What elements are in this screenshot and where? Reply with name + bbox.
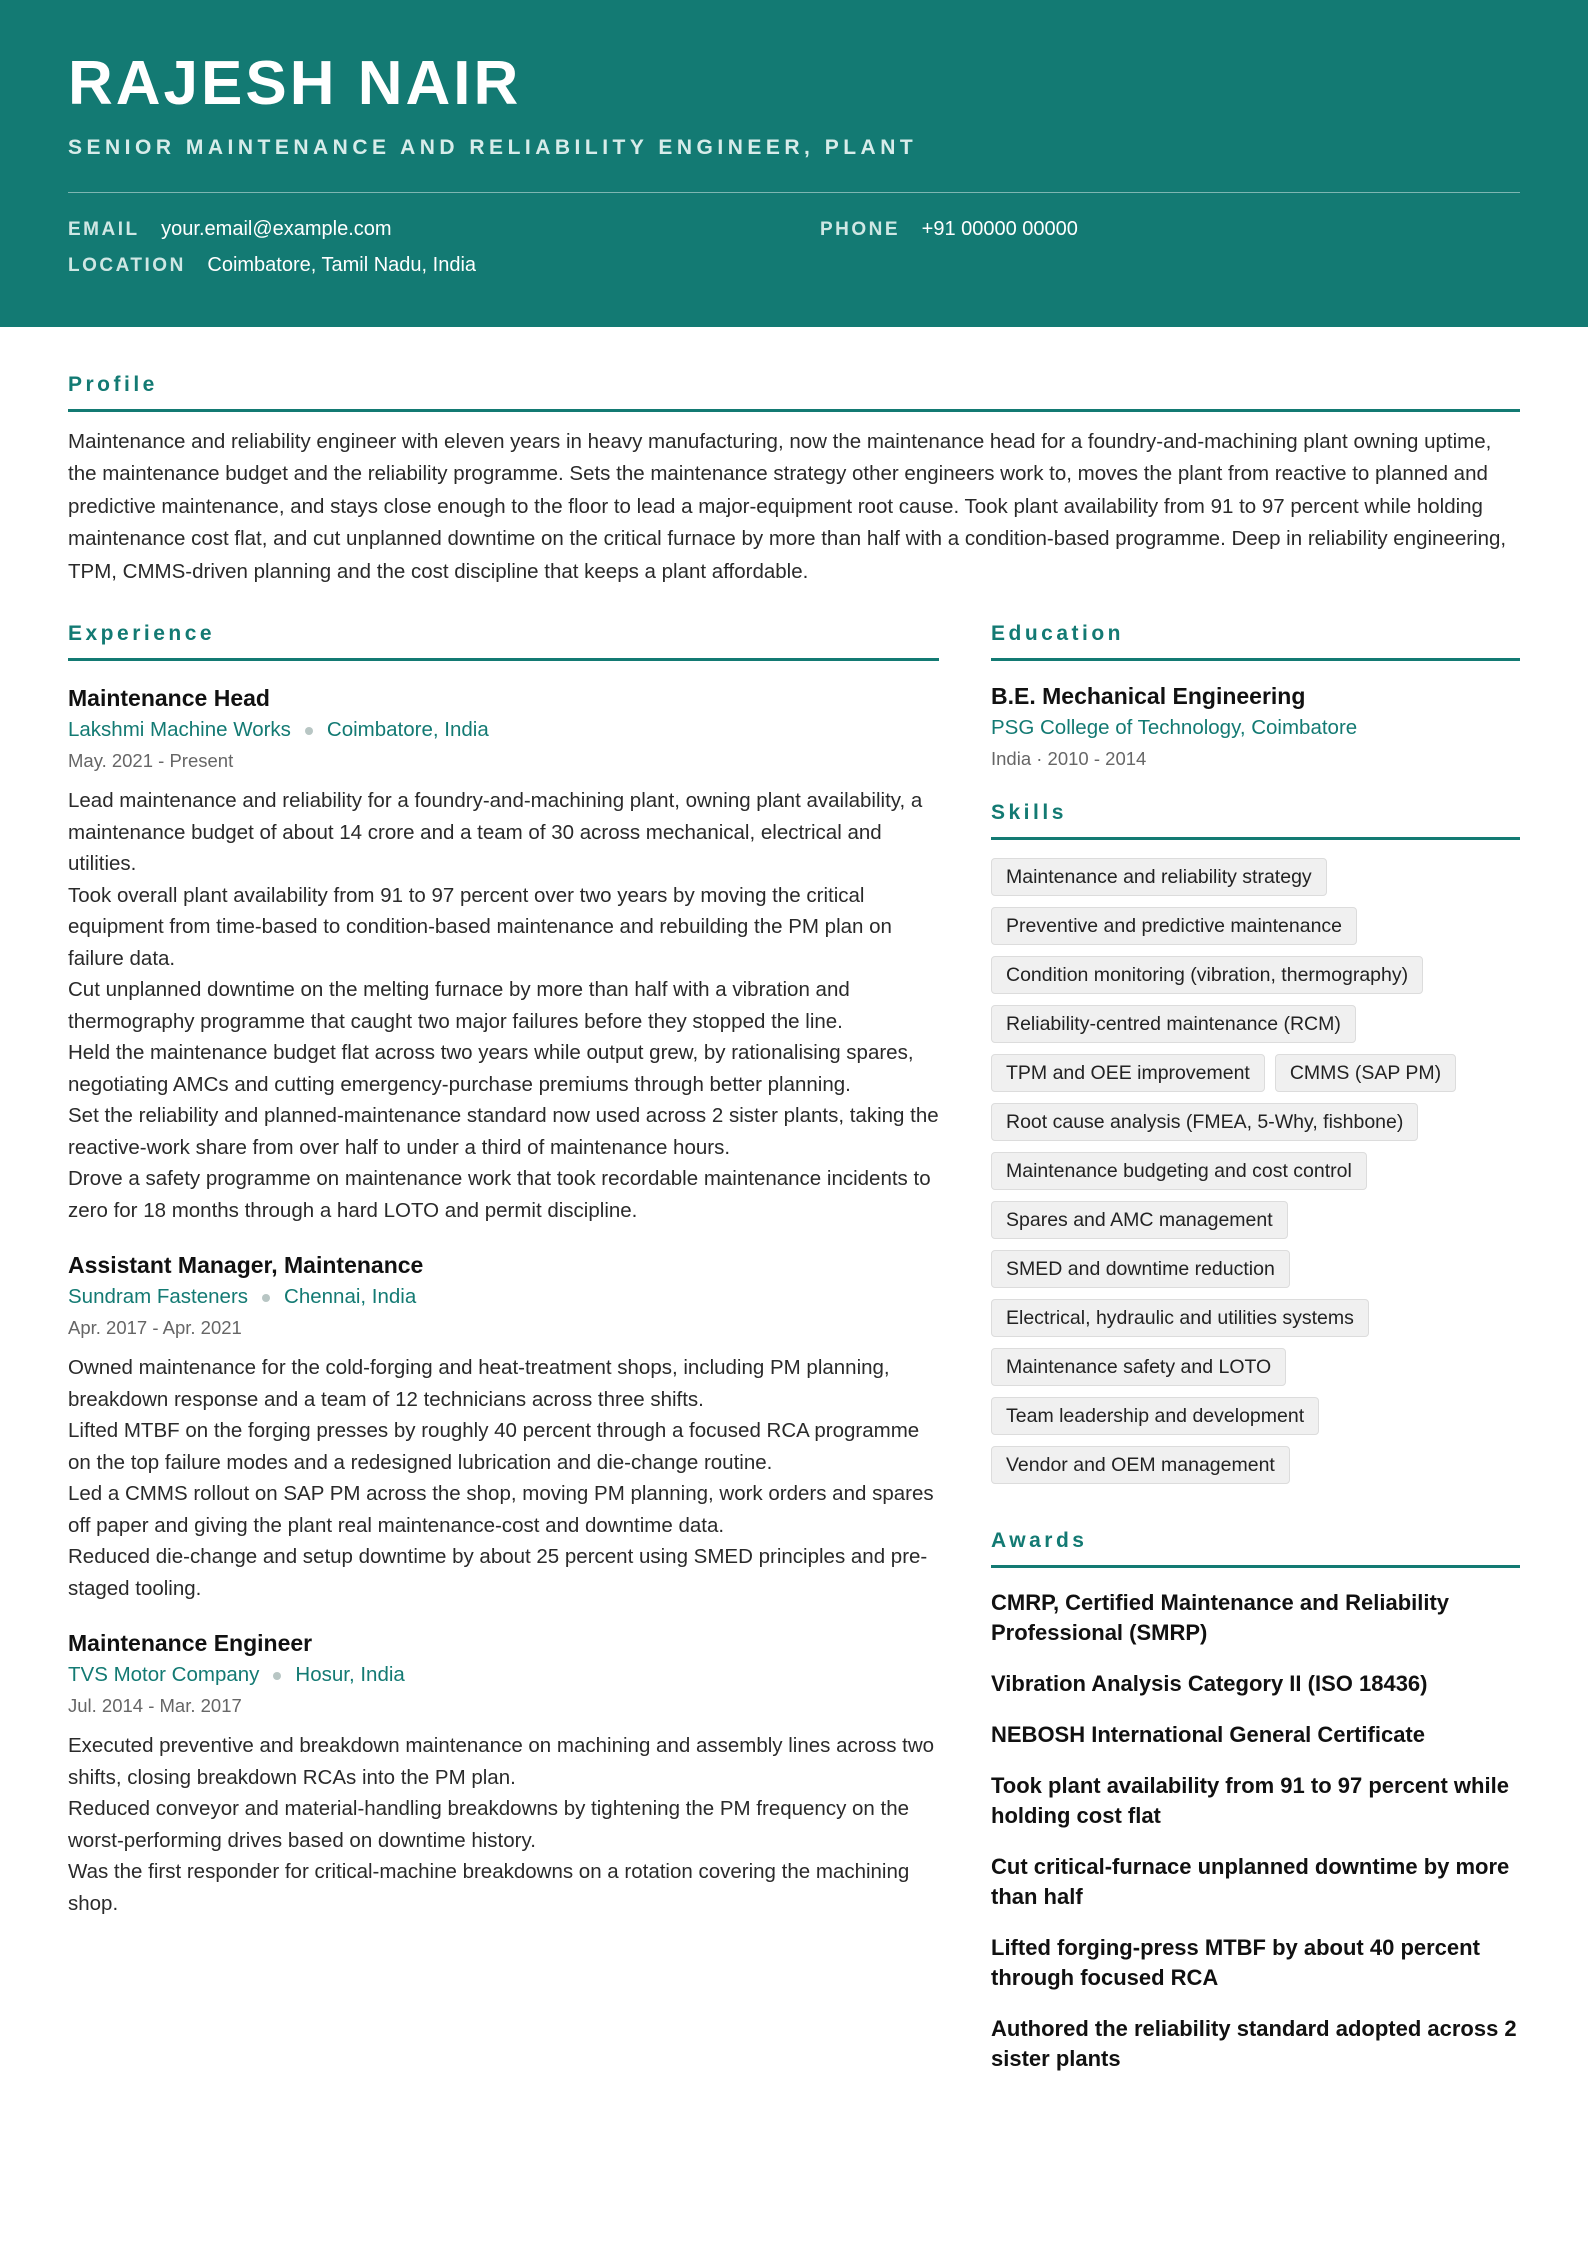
- skill-chip: Maintenance safety and LOTO: [991, 1348, 1286, 1386]
- email-value[interactable]: your.email@example.com: [161, 218, 392, 240]
- education-meta: India · 2010 - 2014: [991, 748, 1147, 770]
- education-section: [991, 622, 1520, 773]
- education-heading: Education: [991, 622, 1520, 661]
- separator-dot-icon: [273, 1672, 281, 1680]
- experience-heading: Experience: [68, 622, 939, 661]
- skill-chip: Maintenance budgeting and cost control: [991, 1152, 1367, 1190]
- location-label: LOCATION: [68, 255, 186, 276]
- skill-chip: Spares and AMC management: [991, 1201, 1288, 1239]
- job-title: Maintenance Head: [68, 685, 270, 712]
- resume-header: [0, 0, 1588, 327]
- skill-chip: SMED and downtime reduction: [991, 1250, 1290, 1288]
- job-bullet: Drove a safety programme on maintenance work that took recordable maintenance incidents to zero for 18 months through a hard LOTO and permit discipline.: [68, 1167, 931, 1222]
- job-bullet: Held the maintenance budget flat across two years while output grew, by rationalising spares, negotiating AMCs and cutting emergency-purchase premiums through better planning.: [68, 1041, 914, 1096]
- profile-section: [68, 373, 1520, 588]
- job-bullets: [68, 1730, 939, 1919]
- education-entry: [991, 681, 1520, 773]
- email-label: EMAIL: [68, 219, 140, 240]
- contact-phone: [820, 218, 1078, 241]
- job-organization: [68, 1282, 939, 1312]
- award-item: Took plant availability from 91 to 97 percent while holding cost flat: [991, 1773, 1509, 1829]
- job-bullet: Led a CMMS rollout on SAP PM across the shop, moving PM planning, work orders and spares off paper and giving the plant real maintenance-cost and downtime data.: [68, 1482, 934, 1537]
- awards-list: [991, 1588, 1520, 2074]
- separator-dot-icon: [262, 1294, 270, 1302]
- profile-heading: Profile: [68, 373, 1520, 412]
- contact-location: [68, 254, 476, 277]
- skills-list: [991, 858, 1520, 1495]
- skill-chip: Electrical, hydraulic and utilities systems: [991, 1299, 1369, 1337]
- skill-chip: Root cause analysis (FMEA, 5-Why, fishbone): [991, 1103, 1418, 1141]
- award-item: Lifted forging-press MTBF by about 40 percent through focused RCA: [991, 1935, 1480, 1991]
- job-bullet: Reduced conveyor and material-handling breakdowns by tightening the PM frequency on the worst-performing drives based on downtime history.: [68, 1797, 910, 1852]
- header-divider: [68, 192, 1520, 193]
- job-location: Hosur, India: [295, 1663, 405, 1687]
- skills-heading: Skills: [991, 801, 1520, 840]
- job-bullets: [68, 1352, 939, 1604]
- contact-block: [68, 218, 1520, 290]
- awards-heading: Awards: [991, 1529, 1520, 1568]
- job-company: Lakshmi Machine Works: [68, 718, 291, 742]
- job-organization: [68, 715, 939, 745]
- job-bullet: Set the reliability and planned-maintenance standard now used across 2 sister plants, taking the reactive-work share from over half to under a third of maintenance hours.: [68, 1104, 939, 1159]
- resume-body: [0, 373, 1588, 2072]
- award-item: Authored the reliability standard adopted across 2 sister plants: [991, 2016, 1517, 2072]
- awards-section: [991, 1529, 1520, 2074]
- job-organization: [68, 1660, 939, 1690]
- job-title: Assistant Manager, Maintenance: [68, 1252, 424, 1279]
- skills-section: [991, 801, 1520, 1495]
- job-title: Maintenance Engineer: [68, 1630, 313, 1657]
- job-dates: Apr. 2017 - Apr. 2021: [68, 1317, 242, 1339]
- skill-chip: Preventive and predictive maintenance: [991, 907, 1357, 945]
- skill-chip: TPM and OEE improvement: [991, 1054, 1265, 1092]
- sidebar-column: [991, 622, 1520, 2095]
- job-entry: [68, 1250, 939, 1604]
- separator-dot-icon: [305, 727, 313, 735]
- experience-section: [68, 622, 939, 1919]
- job-entry: [68, 683, 939, 1226]
- job-bullets: [68, 785, 939, 1226]
- award-item: Cut critical-furnace unplanned downtime by more than half: [991, 1854, 1510, 1910]
- phone-value[interactable]: +91 00000 00000: [921, 218, 1078, 240]
- job-bullet: Cut unplanned downtime on the melting furnace by more than half with a vibration and thermography programme that caught two major failures before they stopped the line.: [68, 978, 850, 1033]
- skill-chip: Maintenance and reliability strategy: [991, 858, 1327, 896]
- skill-chip: Condition monitoring (vibration, thermography): [991, 956, 1423, 994]
- job-company: Sundram Fasteners: [68, 1285, 249, 1309]
- skill-chip: CMMS (SAP PM): [1275, 1054, 1456, 1092]
- education-degree: B.E. Mechanical Engineering: [991, 683, 1306, 710]
- job-bullet: Reduced die-change and setup downtime by about 25 percent using SMED principles and pre-staged tooling.: [68, 1545, 928, 1600]
- candidate-name: RAJESH NAIR: [68, 49, 522, 118]
- contact-email: [68, 218, 392, 241]
- job-bullet: Was the first responder for critical-machine breakdowns on a rotation covering the machining shop.: [68, 1860, 910, 1915]
- job-bullet: Took overall plant availability from 91 to 97 percent over two years by moving the critical equipment from time-based to condition-based maintenance and rebuilding the PM plan on failure data.: [68, 883, 892, 970]
- award-item: Vibration Analysis Category II (ISO 18436): [991, 1671, 1428, 1697]
- job-bullet: Lead maintenance and reliability for a foundry-and-machining plant, owning plant availability, a maintenance budget of about 14 crore and a team of 30 across mechanical, electrical and utilities.: [68, 789, 923, 876]
- job-company: TVS Motor Company: [68, 1663, 260, 1687]
- phone-label: PHONE: [820, 219, 901, 240]
- candidate-headline: SENIOR MAINTENANCE AND RELIABILITY ENGINEER, PLANT: [68, 136, 918, 159]
- award-item: NEBOSH International General Certificate: [991, 1722, 1425, 1748]
- location-value: Coimbatore, Tamil Nadu, India: [207, 254, 477, 276]
- job-bullet: Owned maintenance for the cold-forging and heat-treatment shops, including PM planning, breakdown response and a team of 12 technicians across three shifts.: [68, 1356, 890, 1411]
- job-dates: May. 2021 - Present: [68, 750, 234, 772]
- job-location: Chennai, India: [284, 1285, 417, 1309]
- skill-chip: Reliability-centred maintenance (RCM): [991, 1005, 1356, 1043]
- job-dates: Jul. 2014 - Mar. 2017: [68, 1695, 242, 1717]
- job-bullet: Lifted MTBF on the forging presses by roughly 40 percent through a focused RCA programme on the top failure modes and a redesigned lubrication and die-change routine.: [68, 1419, 920, 1474]
- profile-text: Maintenance and reliability engineer with eleven years in heavy manufacturing, now the maintenance head for a foundry-and-machining plant owning uptime, the maintenance budget and the reliability programme. Sets the maintenance strategy other engineers work to, moves the plant from reactive to planned and predictive maintenance, and stays close enough to the floor to lead a major-equipment root cause. Took plant availability from 91 to 97 percent while holding maintenance cost flat, and cut unplanned downtime on the critical furnace by more than half with a condition-based programme. Deep in reliability engineering, TPM, CMMS-driven planning and the cost discipline that keeps a plant affordable.: [68, 430, 1507, 583]
- education-school: PSG College of Technology, Coimbatore: [991, 716, 1358, 740]
- skill-chip: Vendor and OEM management: [991, 1446, 1290, 1484]
- skill-chip: Team leadership and development: [991, 1397, 1319, 1435]
- job-entry: [68, 1628, 939, 1919]
- award-item: CMRP, Certified Maintenance and Reliability Professional (SMRP): [991, 1590, 1450, 1646]
- job-location: Coimbatore, India: [326, 718, 489, 742]
- job-bullet: Executed preventive and breakdown maintenance on machining and assembly lines across two shifts, closing breakdown RCAs into the PM plan.: [68, 1734, 935, 1789]
